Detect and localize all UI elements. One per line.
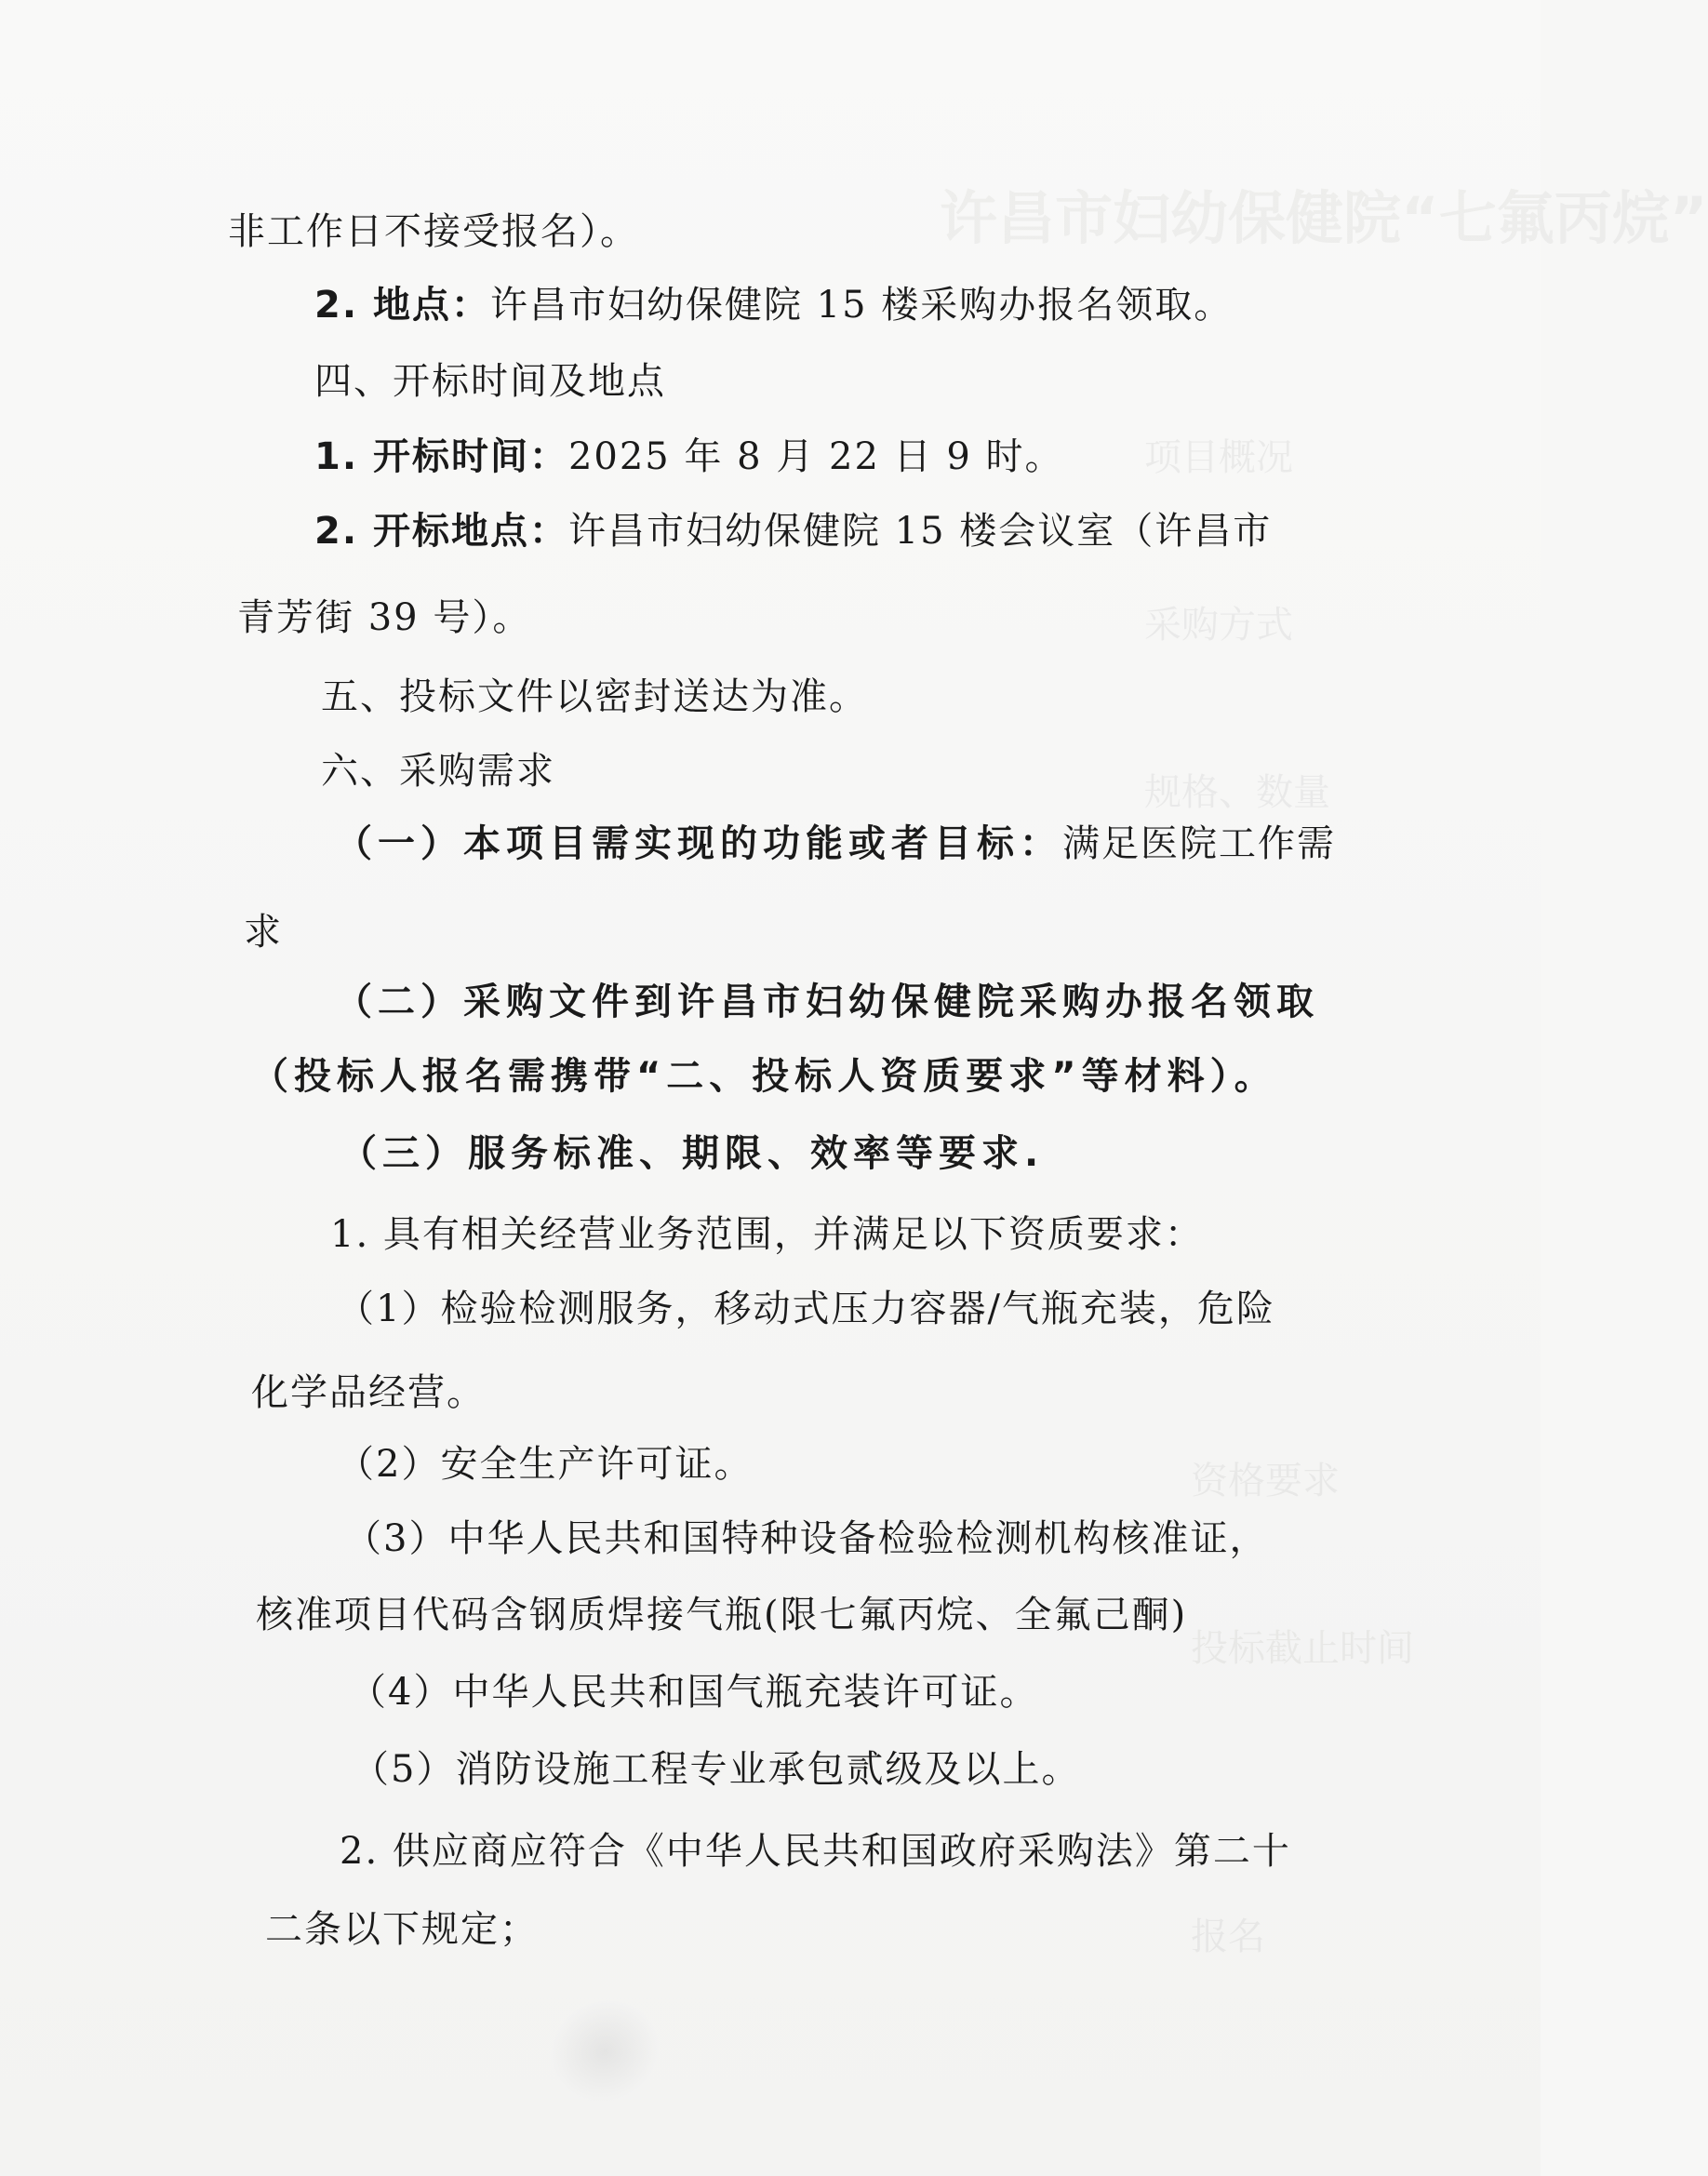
paragraph-line bbox=[314, 283, 1233, 327]
paragraph-line bbox=[314, 434, 1064, 479]
paragraph-line bbox=[251, 1054, 1277, 1099]
line-text: 2. 供应商应符合《中华人民共和国政府采购法》第二十 bbox=[340, 1830, 1291, 1873]
line-text: 五、投标文件以密封送达为准。 bbox=[321, 675, 868, 718]
line-text: （2）安全生产许可证。 bbox=[337, 1443, 754, 1486]
paragraph-line bbox=[330, 1212, 1204, 1257]
paragraph-line bbox=[314, 509, 1272, 554]
bleed-through-fragment: 报名 bbox=[1191, 1916, 1265, 1958]
bleed-through-fragment: 项目概况 bbox=[1144, 436, 1293, 479]
scan-smudge bbox=[532, 1982, 676, 2121]
paragraph-line bbox=[337, 1442, 753, 1487]
line-label: 2. 地点： bbox=[314, 284, 490, 327]
line-text: 非工作日不接受报名）。 bbox=[228, 210, 639, 253]
line-text: 四、开标时间及地点 bbox=[314, 360, 666, 403]
paragraph-line bbox=[335, 980, 1319, 1024]
line-text: 青芳街 39 号）。 bbox=[237, 596, 532, 639]
paragraph-line bbox=[265, 1907, 539, 1952]
paragraph-line bbox=[349, 1670, 1038, 1715]
section-heading bbox=[321, 749, 555, 794]
line-label: （一）本项目需实现的功能或者目标： bbox=[335, 822, 1062, 865]
bleed-through-fragment: 投标截止时间 bbox=[1191, 1627, 1414, 1670]
line-text: 求 bbox=[244, 911, 283, 954]
line-text: （1）检验检测服务，移动式压力容器/气瓶充装，危险 bbox=[337, 1288, 1275, 1330]
bleed-through-fragment: 规格、数量 bbox=[1144, 771, 1330, 814]
paragraph-line bbox=[352, 1747, 1080, 1792]
line-text: 许昌市妇幼保健院 15 楼会议室（许昌市 bbox=[567, 510, 1273, 553]
line-text: 满足医院工作需 bbox=[1062, 822, 1336, 865]
paragraph-line bbox=[340, 1829, 1291, 1874]
line-label: 2. 开标地点： bbox=[314, 510, 568, 553]
section-heading bbox=[314, 359, 666, 404]
line-text: 许昌市妇幼保健院 15 楼采购办报名领取。 bbox=[489, 284, 1234, 327]
paragraph-line bbox=[344, 1516, 1268, 1561]
line-text: （4）中华人民共和国气瓶充装许可证。 bbox=[349, 1671, 1039, 1714]
paragraph-line bbox=[228, 209, 639, 254]
section-heading bbox=[321, 674, 868, 719]
line-text: 六、采购需求 bbox=[321, 750, 555, 793]
line-text: 化学品经营。 bbox=[251, 1371, 486, 1414]
paragraph-line bbox=[237, 595, 531, 640]
bleed-through-fragment: 资格要求 bbox=[1191, 1460, 1340, 1502]
paragraph-line bbox=[337, 1287, 1275, 1331]
line-text: 核准项目代码含钢质焊接气瓶(限七氟丙烷、全氟己酮) bbox=[256, 1594, 1188, 1636]
line-text: 2025 年 8 月 22 日 9 时。 bbox=[567, 435, 1064, 478]
line-label: （二）采购文件到许昌市妇幼保健院采购办报名领取 bbox=[335, 981, 1319, 1023]
paragraph-line bbox=[256, 1593, 1187, 1637]
line-label: 1. 开标时间： bbox=[314, 435, 568, 478]
line-text: 1. 具有相关经营业务范围，并满足以下资质要求： bbox=[330, 1213, 1204, 1256]
line-label: （三）服务标准、期限、效率等要求. bbox=[340, 1132, 1045, 1175]
bleed-through-fragment: 采购方式 bbox=[1144, 604, 1293, 647]
paragraph-line bbox=[244, 910, 283, 955]
line-text: （3）中华人民共和国特种设备检验检测机构核准证， bbox=[344, 1517, 1269, 1560]
paragraph-line bbox=[340, 1131, 1044, 1176]
line-label: （投标人报名需携带“二、投标人资质要求”等材料）。 bbox=[251, 1055, 1277, 1098]
bleed-through-title: 许昌市妇幼保健院“七氟丙烷” bbox=[940, 184, 1708, 252]
line-text: （5）消防设施工程专业承包贰级及以上。 bbox=[352, 1748, 1081, 1791]
paragraph-line bbox=[251, 1370, 486, 1415]
line-text: 二条以下规定； bbox=[265, 1908, 539, 1951]
paragraph-line bbox=[335, 821, 1336, 866]
